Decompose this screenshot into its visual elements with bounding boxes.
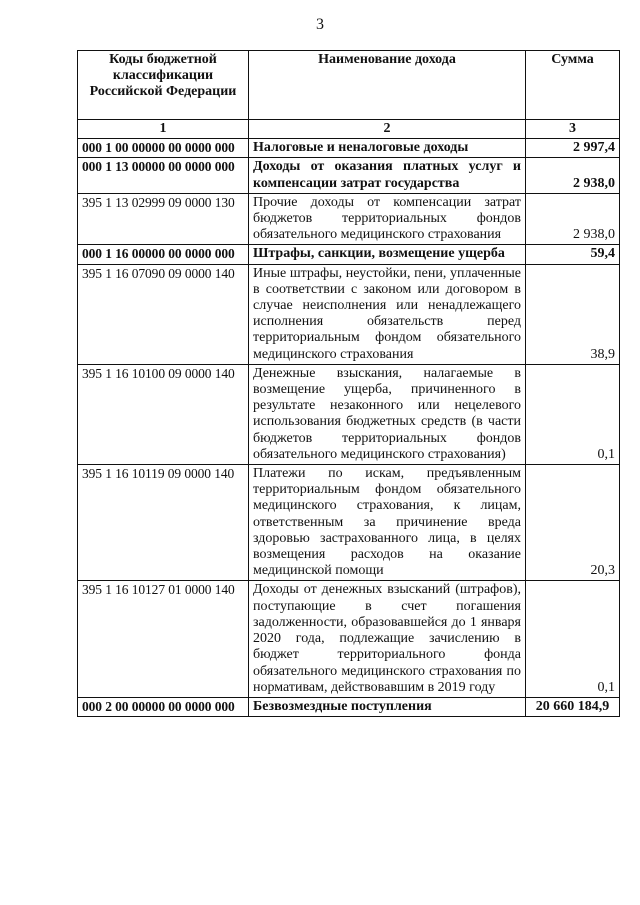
table-row xyxy=(78,581,620,697)
table-row xyxy=(78,193,620,245)
page-number: 3 xyxy=(316,16,324,33)
revenue-name-cell: Штрафы, санкции, возмещение ущерба xyxy=(249,245,526,264)
table-row xyxy=(78,264,620,364)
table-row xyxy=(78,465,620,581)
table-row xyxy=(78,697,620,716)
revenue-name-cell: Налоговые и неналоговые доходы xyxy=(249,139,526,158)
column-number-row xyxy=(78,120,620,139)
budget-code-cell: 395 1 16 10127 01 0000 140 xyxy=(78,581,249,697)
table-row xyxy=(78,364,620,464)
sum-cell: 0,1 xyxy=(526,364,620,464)
column-number: 2 xyxy=(249,120,526,139)
sum-cell: 20,3 xyxy=(526,465,620,581)
header-revenue-name: Наименование дохода xyxy=(249,51,526,120)
budget-code-cell: 000 2 00 00000 00 0000 000 xyxy=(78,697,249,716)
budget-code-cell: 000 1 00 00000 00 0000 000 xyxy=(78,139,249,158)
budget-code-cell: 395 1 16 07090 09 0000 140 xyxy=(78,264,249,364)
table-row xyxy=(78,245,620,264)
column-number: 3 xyxy=(526,120,620,139)
budget-code-cell: 395 1 16 10100 09 0000 140 xyxy=(78,364,249,464)
sum-cell: 20 660 184,9 xyxy=(526,697,620,716)
revenue-name-cell: Прочие доходы от компенсации затрат бюджетов территориальных фондов обязательного медицинского страхования xyxy=(249,193,526,245)
budget-code-cell: 000 1 16 00000 00 0000 000 xyxy=(78,245,249,264)
table-header-row xyxy=(78,51,620,120)
column-number: 1 xyxy=(78,120,249,139)
budget-code-cell: 000 1 13 00000 00 0000 000 xyxy=(78,158,249,193)
sum-cell: 59,4 xyxy=(526,245,620,264)
header-sum: Сумма xyxy=(526,51,620,120)
revenue-name-cell: Доходы от оказания платных услуг и компенсации затрат государства xyxy=(249,158,526,193)
revenue-name-cell: Доходы от денежных взысканий (штрафов), поступающие в счет погашения задолженности, образовавшейся до 1 января 2020 года, подлежащие зачислению в бюджет территориального фонда обязательного медицинского страхования по нормативам, действовавшим в 2019 году xyxy=(249,581,526,697)
sum-cell: 38,9 xyxy=(526,264,620,364)
budget-revenue-table xyxy=(77,50,620,717)
header-budget-code: Коды бюджетной классификации Российской Федерации xyxy=(78,51,249,120)
sum-cell: 2 938,0 xyxy=(526,193,620,245)
table-row xyxy=(78,139,620,158)
sum-cell: 2 997,4 xyxy=(526,139,620,158)
table-row xyxy=(78,158,620,193)
revenue-name-cell: Иные штрафы, неустойки, пени, уплаченные в соответствии с законом или договором в случае неисполнения или ненадлежащего исполнения обязательств перед территориальным фондом обязательного медицинского страхования xyxy=(249,264,526,364)
revenue-name-cell: Безвозмездные поступления xyxy=(249,697,526,716)
revenue-name-cell: Денежные взыскания, налагаемые в возмещение ущерба, причиненного в результате незаконного или нецелевого использования бюджетных средств (в части бюджетов территориальных фондов обязательного медицинского страхования) xyxy=(249,364,526,464)
budget-code-cell: 395 1 13 02999 09 0000 130 xyxy=(78,193,249,245)
sum-cell: 0,1 xyxy=(526,581,620,697)
sum-cell: 2 938,0 xyxy=(526,158,620,193)
revenue-name-cell: Платежи по искам, предъявленным территориальным фондом обязательного медицинского страхования, к лицам, ответственным за причинение вреда здоровью застрахованного лица, в целях возмещения расходов на оказание медицинской помощи xyxy=(249,465,526,581)
budget-code-cell: 395 1 16 10119 09 0000 140 xyxy=(78,465,249,581)
